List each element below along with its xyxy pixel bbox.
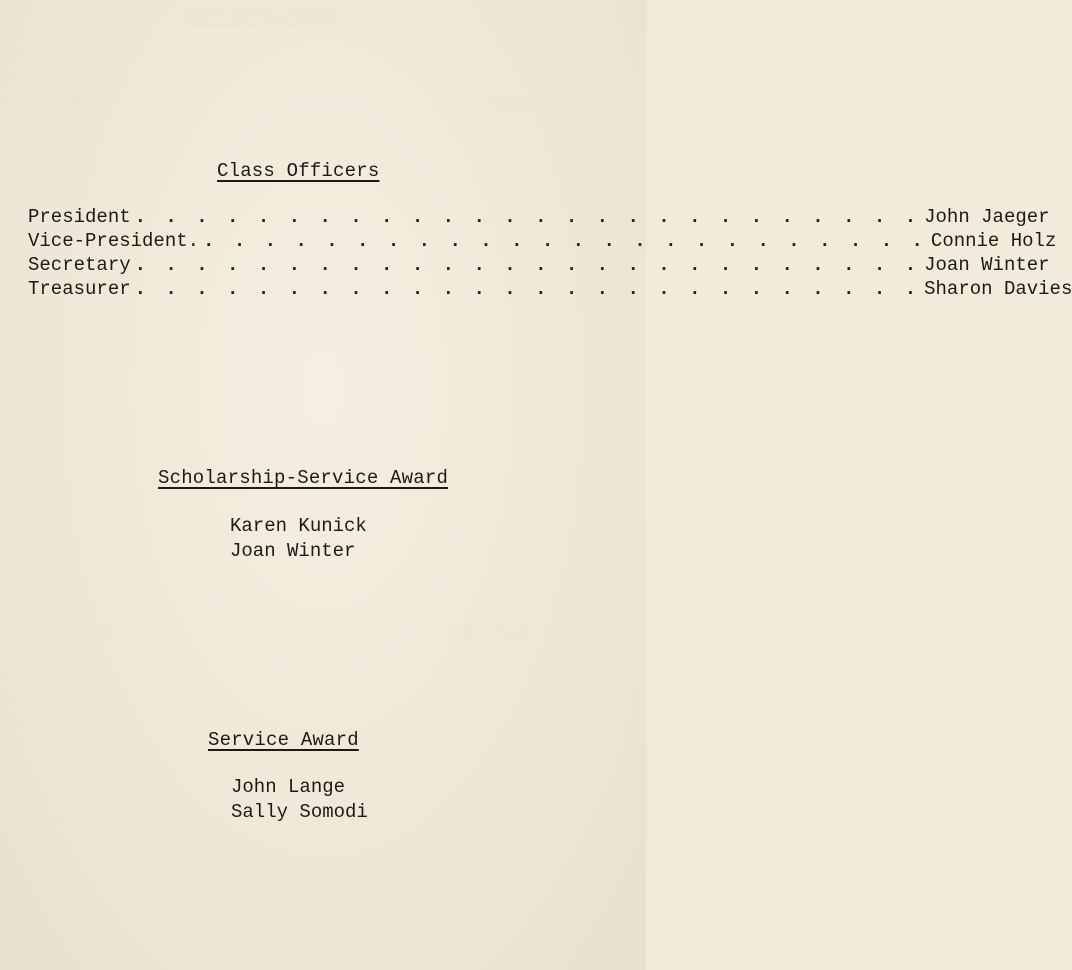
officer-title: Treasurer: [28, 278, 131, 300]
recipient-name: Joan Winter: [230, 540, 356, 562]
officer-row-secretary: [28, 254, 1050, 278]
officer-name: Sharon Davies: [924, 278, 1072, 300]
scholarship-service-award-heading: Scholarship-Service Award: [158, 467, 449, 489]
officer-row-vice-president: [28, 230, 1057, 254]
show-through-text: ░░░░░░: [488, 98, 550, 117]
service-award-heading: Service Award: [208, 729, 359, 751]
dot-leader: . . . . . . . . . . . . . . . . . . . . . . . . . .: [134, 278, 921, 300]
scholarship-service-recipients: [230, 514, 367, 564]
class-officers-heading: Class Officers: [217, 160, 380, 182]
show-through-text: ░░░░░: [62, 625, 114, 644]
officer-name: Joan Winter: [924, 254, 1050, 276]
dot-leader: . . . . . . . . . . . . . . . . . . . . . . . . . .: [134, 206, 921, 228]
service-award-recipients: [231, 775, 368, 825]
officer-name: John Jaeger: [924, 206, 1050, 228]
officer-title: Secretary: [28, 254, 131, 276]
officers-list: [28, 206, 1072, 302]
recipient-name: Sally Somodi: [231, 801, 368, 823]
dot-leader: . . . . . . . . . . . . . . . . . . . . . . . . . .: [134, 254, 921, 276]
show-through-text: ░░░░░░░░: [448, 625, 530, 644]
show-through-text: ░░░░░░░░░░░░░░░: [180, 8, 343, 28]
officer-title: President: [28, 206, 131, 228]
officer-name: Connie Holz: [930, 230, 1057, 252]
recipient-name: Karen Kunick: [230, 515, 367, 537]
dot-leader: . . . . . . . . . . . . . . . . . . . . . . . .: [203, 230, 927, 252]
show-through-text: ░░░░░: [62, 98, 114, 117]
officer-row-president: [28, 206, 1050, 230]
recipient-name: John Lange: [231, 776, 346, 798]
officer-row-treasurer: [28, 278, 1072, 302]
officer-title: Vice-President.: [28, 230, 200, 252]
